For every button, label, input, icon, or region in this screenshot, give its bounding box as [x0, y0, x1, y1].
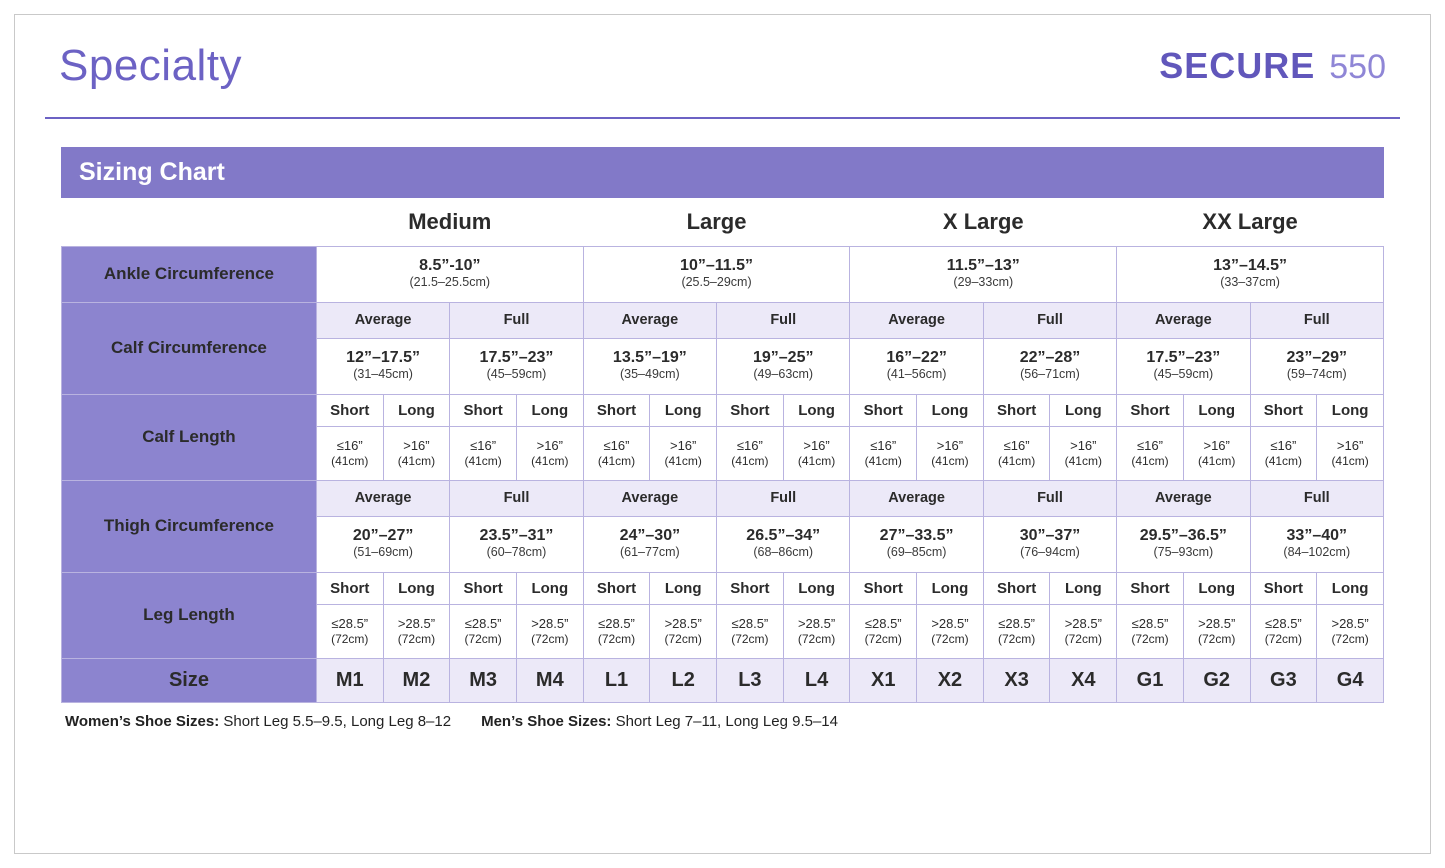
value-cm: (31–45cm): [353, 367, 413, 382]
value-cm: (41cm): [1064, 453, 1102, 468]
value-cm: (51–69cm): [353, 545, 413, 560]
calf-length-value: [583, 426, 650, 480]
value-cm: (41cm): [331, 453, 369, 468]
brand-title: Specialty: [59, 41, 243, 90]
value-inches: >28.5”: [1064, 616, 1102, 631]
value-cm: (72cm): [597, 631, 636, 646]
size-code-row: [62, 658, 1384, 702]
thigh-fit-header: Full: [1250, 480, 1383, 516]
value-cm: (41cm): [797, 453, 836, 468]
value-cm: (25.5–29cm): [681, 275, 752, 290]
value-cm: (76–94cm): [1020, 545, 1080, 560]
document-header: [45, 15, 1400, 119]
leg-length-value: [1117, 604, 1184, 658]
calf-fit-header: Full: [1250, 302, 1383, 338]
leg-length-value: [316, 604, 383, 658]
leg-length-header-row: [62, 572, 1384, 604]
leg-length-value: [983, 604, 1050, 658]
value-cm: (41cm): [931, 453, 969, 468]
value-inches: 30”–37”: [1019, 526, 1081, 544]
value-cm: (72cm): [797, 631, 836, 646]
size-code-cell: X2: [917, 658, 984, 702]
calf-length-value: [316, 426, 383, 480]
thigh-circ-value: [850, 516, 983, 572]
calf-length-header: Short: [850, 394, 917, 426]
calf-length-value: [983, 426, 1050, 480]
value-inches: >16”: [403, 438, 430, 453]
product-name: SECURE: [1159, 45, 1316, 86]
thigh-circ-value: [1250, 516, 1383, 572]
thigh-circ-value: [583, 516, 716, 572]
leg-length-header: Short: [1117, 572, 1184, 604]
sizing-sheet: [14, 14, 1431, 854]
value-inches: 12”–17.5”: [346, 348, 421, 366]
value-cm: (72cm): [531, 631, 569, 646]
leg-length-header: Short: [316, 572, 383, 604]
value-inches: >28.5”: [1331, 616, 1369, 631]
leg-length-header: Long: [383, 572, 450, 604]
sizing-chart-title: Sizing Chart: [61, 147, 1384, 198]
column-header-xx-large: XX Large: [1202, 208, 1298, 234]
leg-length-header: Short: [983, 572, 1050, 604]
value-cm: (35–49cm): [619, 367, 680, 382]
value-inches: 19”–25”: [752, 348, 814, 366]
value-inches: 24”–30”: [619, 526, 681, 544]
value-cm: (72cm): [1198, 631, 1236, 646]
calf-circ-value: [717, 338, 850, 394]
size-code-cell: G2: [1183, 658, 1250, 702]
value-cm: (72cm): [1264, 631, 1303, 646]
value-inches: >16”: [803, 438, 830, 453]
calf-circ-value: [316, 338, 449, 394]
value-inches: ≤28.5”: [1131, 616, 1169, 631]
value-inches: >28.5”: [531, 616, 569, 631]
value-cm: (41cm): [664, 453, 702, 468]
footnotes: [61, 713, 1384, 730]
value-inches: >28.5”: [397, 616, 436, 631]
value-cm: (41cm): [597, 453, 636, 468]
row-label-calf-circumference: Calf Circumference: [62, 302, 317, 394]
value-cm: (72cm): [931, 631, 969, 646]
value-cm: (45–59cm): [486, 367, 547, 382]
calf-length-header: Long: [383, 394, 450, 426]
value-inches: 10”–11.5”: [680, 256, 753, 274]
value-cm: (41cm): [997, 453, 1036, 468]
value-cm: (41cm): [1331, 453, 1369, 468]
value-inches: >28.5”: [797, 616, 836, 631]
size-code-cell: M3: [450, 658, 517, 702]
calf-length-value: [1250, 426, 1317, 480]
calf-circ-value: [450, 338, 583, 394]
thigh-fit-header: Average: [850, 480, 983, 516]
value-cm: (72cm): [1064, 631, 1102, 646]
leg-length-value: [1317, 604, 1384, 658]
calf-length-header: Short: [316, 394, 383, 426]
ankle-circumference-row: [62, 246, 1384, 302]
value-cm: (72cm): [331, 631, 369, 646]
value-inches: 8.5”-10”: [419, 256, 481, 274]
leg-length-value: [1050, 604, 1117, 658]
value-cm: (68–86cm): [753, 545, 814, 560]
ankle-value-x-large: [850, 246, 1117, 302]
calf-fit-header: Full: [450, 302, 583, 338]
leg-length-value: [516, 604, 583, 658]
leg-length-header: Short: [850, 572, 917, 604]
value-cm: (61–77cm): [619, 545, 680, 560]
value-inches: 23.5”–31”: [479, 526, 554, 544]
calf-length-header-row: [62, 394, 1384, 426]
value-inches: >28.5”: [931, 616, 969, 631]
calf-length-value: [516, 426, 583, 480]
calf-circumference-fit-row: [62, 302, 1384, 338]
calf-length-header: Long: [917, 394, 984, 426]
size-code-cell: M1: [316, 658, 383, 702]
value-cm: (72cm): [1331, 631, 1369, 646]
womens-shoe-sizes-value: Short Leg 5.5–9.5, Long Leg 8–12: [223, 712, 452, 730]
value-cm: (41cm): [731, 453, 769, 468]
calf-length-header: Long: [650, 394, 717, 426]
row-label-size: Size: [62, 658, 317, 702]
value-cm: (29–33cm): [953, 275, 1014, 290]
value-inches: ≤16”: [736, 438, 763, 453]
leg-length-value: [1250, 604, 1317, 658]
womens-shoe-sizes-label: Women’s Shoe Sizes:: [65, 712, 220, 730]
leg-length-header: Long: [516, 572, 583, 604]
value-inches: ≤16”: [1003, 438, 1030, 453]
calf-fit-header: Full: [983, 302, 1116, 338]
size-code-cell: G1: [1117, 658, 1184, 702]
value-inches: ≤28.5”: [464, 616, 502, 631]
calf-length-header: Long: [1050, 394, 1117, 426]
thigh-fit-header: Full: [450, 480, 583, 516]
calf-length-value: [1317, 426, 1384, 480]
calf-length-value: [1117, 426, 1184, 480]
size-code-cell: X4: [1050, 658, 1117, 702]
value-inches: 16”–22”: [886, 348, 947, 366]
value-cm: (60–78cm): [486, 545, 547, 560]
value-inches: >28.5”: [664, 616, 702, 631]
calf-circ-value: [583, 338, 716, 394]
calf-length-header: Short: [583, 394, 650, 426]
value-cm: (41–56cm): [886, 367, 947, 382]
calf-length-value: [450, 426, 517, 480]
value-inches: ≤28.5”: [998, 616, 1035, 631]
thigh-circ-value: [316, 516, 449, 572]
value-inches: >28.5”: [1198, 616, 1236, 631]
mens-shoe-sizes-value: Short Leg 7–11, Long Leg 9.5–14: [615, 712, 838, 730]
value-inches: ≤16”: [1270, 438, 1297, 453]
calf-length-value: [1183, 426, 1250, 480]
calf-length-header: Short: [1117, 394, 1184, 426]
calf-length-header: Short: [717, 394, 784, 426]
value-inches: ≤16”: [603, 438, 630, 453]
thigh-circumference-fit-row: [62, 480, 1384, 516]
value-cm: (41cm): [1131, 453, 1169, 468]
leg-length-header: Long: [917, 572, 984, 604]
value-cm: (59–74cm): [1286, 367, 1347, 382]
calf-fit-header: Average: [316, 302, 449, 338]
leg-length-header: Long: [783, 572, 850, 604]
value-cm: (41cm): [864, 453, 902, 468]
calf-length-value: [383, 426, 450, 480]
thigh-circ-value: [717, 516, 850, 572]
size-code-cell: L3: [717, 658, 784, 702]
calf-length-header: Long: [1183, 394, 1250, 426]
size-code-cell: X1: [850, 658, 917, 702]
calf-length-value: [850, 426, 917, 480]
thigh-circ-value: [450, 516, 583, 572]
value-inches: 29.5”–36.5”: [1139, 526, 1227, 544]
leg-length-value: [450, 604, 517, 658]
calf-length-header: Long: [783, 394, 850, 426]
size-code-cell: L1: [583, 658, 650, 702]
leg-length-value: [850, 604, 917, 658]
leg-length-header: Short: [450, 572, 517, 604]
value-cm: (84–102cm): [1283, 545, 1351, 560]
value-cm: (41cm): [1264, 453, 1303, 468]
value-inches: 22”–28”: [1019, 348, 1081, 366]
value-inches: 13.5”–19”: [612, 348, 687, 366]
value-cm: (41cm): [397, 453, 436, 468]
calf-fit-header: Average: [1117, 302, 1250, 338]
calf-length-value: [650, 426, 717, 480]
size-code-cell: X3: [983, 658, 1050, 702]
size-code-cell: M4: [516, 658, 583, 702]
value-cm: (72cm): [864, 631, 902, 646]
calf-length-header: Long: [516, 394, 583, 426]
leg-length-value: [650, 604, 717, 658]
thigh-fit-header: Average: [583, 480, 716, 516]
size-code-cell: L4: [783, 658, 850, 702]
leg-length-header: Short: [583, 572, 650, 604]
product-number: 550: [1329, 48, 1386, 86]
leg-length-header: Long: [650, 572, 717, 604]
value-inches: ≤16”: [870, 438, 897, 453]
thigh-circ-value: [983, 516, 1116, 572]
value-cm: (41cm): [1198, 453, 1236, 468]
size-code-cell: G3: [1250, 658, 1317, 702]
row-label-calf-length: Calf Length: [62, 394, 317, 480]
size-group-header-row: [62, 198, 1384, 246]
column-header-medium: Medium: [408, 208, 492, 234]
leg-length-value: [1183, 604, 1250, 658]
value-cm: (49–63cm): [753, 367, 814, 382]
value-inches: >16”: [1070, 438, 1097, 453]
thigh-fit-header: Full: [717, 480, 850, 516]
value-cm: (45–59cm): [1153, 367, 1214, 382]
ankle-value-xx-large: [1117, 246, 1384, 302]
thigh-fit-header: Average: [316, 480, 449, 516]
size-code-cell: G4: [1317, 658, 1384, 702]
value-cm: (72cm): [664, 631, 702, 646]
value-inches: 17.5”–23”: [479, 348, 554, 366]
calf-circ-value: [1250, 338, 1383, 394]
calf-length-value: [917, 426, 984, 480]
value-inches: ≤28.5”: [331, 616, 369, 631]
leg-length-header: Short: [717, 572, 784, 604]
column-header-large: Large: [686, 208, 747, 234]
ankle-value-large: [583, 246, 850, 302]
value-inches: 20”–27”: [352, 526, 414, 544]
calf-length-header: Short: [983, 394, 1050, 426]
value-inches: 27”–33.5”: [879, 526, 954, 544]
calf-circ-value: [1117, 338, 1250, 394]
value-inches: ≤28.5”: [1264, 616, 1302, 631]
value-cm: (41cm): [464, 453, 502, 468]
value-cm: (56–71cm): [1020, 367, 1080, 382]
value-inches: >16”: [536, 438, 563, 453]
calf-fit-header: Average: [583, 302, 716, 338]
calf-length-header: Short: [450, 394, 517, 426]
value-cm: (72cm): [397, 631, 436, 646]
value-cm: (72cm): [1131, 631, 1169, 646]
mens-shoe-sizes-label: Men’s Shoe Sizes:: [481, 712, 612, 730]
leg-length-value: [583, 604, 650, 658]
document-content: [15, 119, 1430, 730]
row-label-leg-length: Leg Length: [62, 572, 317, 658]
value-inches: 23”–29”: [1286, 348, 1348, 366]
column-header-x-large: X Large: [942, 208, 1024, 234]
calf-length-header: Short: [1250, 394, 1317, 426]
value-inches: 33”–40”: [1286, 526, 1348, 544]
value-inches: ≤28.5”: [864, 616, 902, 631]
calf-length-header: Long: [1317, 394, 1384, 426]
value-cm: (21.5–25.5cm): [409, 275, 491, 290]
womens-shoe-sizes: [65, 713, 451, 730]
row-label-ankle-circumference: Ankle Circumference: [62, 246, 317, 302]
row-label-thigh-circumference: Thigh Circumference: [62, 480, 317, 572]
value-inches: ≤28.5”: [598, 616, 635, 631]
corner-spacer: [62, 198, 317, 246]
size-code-cell: L2: [650, 658, 717, 702]
value-cm: (75–93cm): [1153, 545, 1214, 560]
leg-length-header: Short: [1250, 572, 1317, 604]
value-inches: 17.5”–23”: [1146, 348, 1221, 366]
leg-length-header: Long: [1183, 572, 1250, 604]
value-inches: >16”: [936, 438, 964, 453]
product-identity: [1159, 45, 1400, 87]
calf-fit-header: Full: [717, 302, 850, 338]
leg-length-value: [717, 604, 784, 658]
value-cm: (72cm): [731, 631, 769, 646]
leg-length-value: [383, 604, 450, 658]
value-inches: ≤28.5”: [731, 616, 769, 631]
value-inches: 13”–14.5”: [1213, 256, 1287, 274]
thigh-fit-header: Average: [1117, 480, 1250, 516]
calf-length-value: [717, 426, 784, 480]
size-code-cell: M2: [383, 658, 450, 702]
mens-shoe-sizes: [481, 713, 838, 730]
calf-length-value: [1050, 426, 1117, 480]
value-cm: (33–37cm): [1220, 275, 1280, 290]
leg-length-value: [783, 604, 850, 658]
value-cm: (72cm): [997, 631, 1036, 646]
calf-fit-header: Average: [850, 302, 983, 338]
value-cm: (41cm): [531, 453, 569, 468]
value-inches: >16”: [1336, 438, 1364, 453]
leg-length-header: Long: [1317, 572, 1384, 604]
ankle-value-medium: [316, 246, 583, 302]
value-cm: (69–85cm): [886, 545, 947, 560]
thigh-circ-value: [1117, 516, 1250, 572]
value-inches: ≤16”: [336, 438, 363, 453]
value-inches: ≤16”: [1137, 438, 1163, 453]
leg-length-value: [917, 604, 984, 658]
calf-length-value: [783, 426, 850, 480]
sizing-chart-table: [61, 198, 1384, 703]
value-cm: (72cm): [464, 631, 502, 646]
value-inches: 26.5”–34”: [746, 526, 821, 544]
value-inches: >16”: [1203, 438, 1230, 453]
leg-length-header: Long: [1050, 572, 1117, 604]
calf-circ-value: [850, 338, 983, 394]
value-inches: ≤16”: [470, 438, 497, 453]
calf-circ-value: [983, 338, 1116, 394]
value-inches: 11.5”–13”: [946, 256, 1020, 274]
thigh-fit-header: Full: [983, 480, 1116, 516]
value-inches: >16”: [669, 438, 697, 453]
